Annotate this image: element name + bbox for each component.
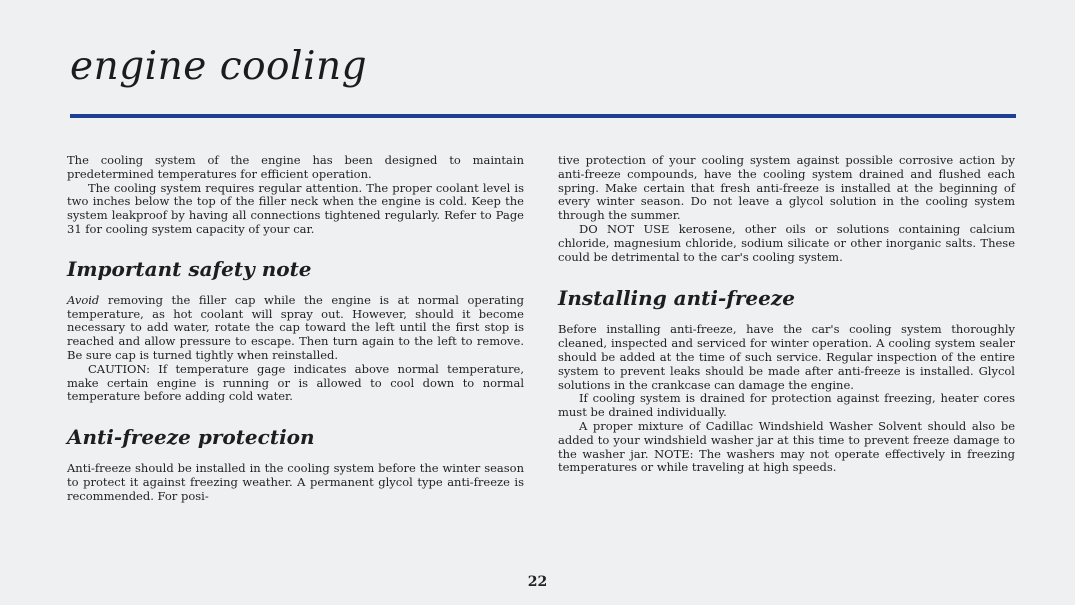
safety-paragraph-1	[67, 294, 524, 363]
continued-paragraph: tive protection of your cooling system against possible corrosive action by anti-freeze compounds, have the cooling system drained and flushed each spring. Make certain that fresh anti-freeze is installed at the beginning of every winter season. Do not leave a glycol solution in the cooling system through the summer.	[558, 153, 1015, 223]
left-column	[67, 154, 524, 504]
antifreeze-protection-heading: Anti-freeze protection	[67, 425, 315, 450]
installing-paragraph-3: A proper mixture of Cadillac Windshield Washer Solvent should also be added to your windshield washer jar at this time to prevent freeze damage to the washer jar. NOTE: The washers may not operate effectively in freezing temperatures or while traveling at high speeds.	[558, 418, 1015, 475]
antifreeze-paragraph-1: Anti-freeze should be installed in the cooling system before the winter season to protect it against freezing weather. A permanent glycol type anti-freeze is recommended. For posi-	[67, 461, 524, 503]
installing-paragraph-2: If cooling system is drained for protection against freezing, heater cores must be drained individually.	[558, 391, 1015, 420]
safety-heading: Important safety note	[67, 256, 312, 281]
caution-paragraph: CAUTION: If temperature gage indicates above normal temperature, make certain engine is running or is allowed to cool down to normal temperature before adding cold water.	[67, 361, 524, 404]
page-title: engine cooling	[70, 44, 368, 89]
title-rule	[70, 114, 1016, 118]
installing-paragraph-1: Before installing anti-freeze, have the car's cooling system thoroughly cleaned, inspected and serviced for winter operation. A cooling system sealer should be added at the time of such service. Regular inspection of the entire system to prevent leaks should be made after anti-freeze is installed. Glycol solutions in the crankcase can damage the engine.	[558, 322, 1015, 392]
page-number: 22	[527, 574, 548, 590]
intro-paragraph-2: The cooling system requires regular attention. The proper coolant level is two inches below the top of the filler neck when the engine is cold. Keep the system leakproof by having all connections tightened regularly. Refer to Page 31 for cooling system capacity of your car.	[67, 180, 524, 236]
installing-antifreeze-heading: Installing anti-freeze	[558, 286, 795, 311]
do-not-use-paragraph: DO NOT USE kerosene, other oils or solutions containing calcium chloride, magnesium chloride, sodium silicate or other inorganic salts. These could be detrimental to the car's cooling system.	[558, 221, 1015, 264]
intro-paragraph-1: The cooling system of the engine has been designed to maintain predetermined temperatures for efficient operation.	[67, 153, 524, 181]
right-column	[558, 154, 1015, 475]
safety-paragraph-1-text: removing the filler cap while the engine is at normal operating temperature, as hot coolant will spray out. However, should it become necessary to add water, rotate the cap toward the left until the first stop is reached and allow pressure to escape. Then turn again to the left to remove. Be sure cap is turned tightly when reinstalled.	[67, 292, 524, 362]
safety-emphasis: Avoid	[67, 292, 100, 307]
